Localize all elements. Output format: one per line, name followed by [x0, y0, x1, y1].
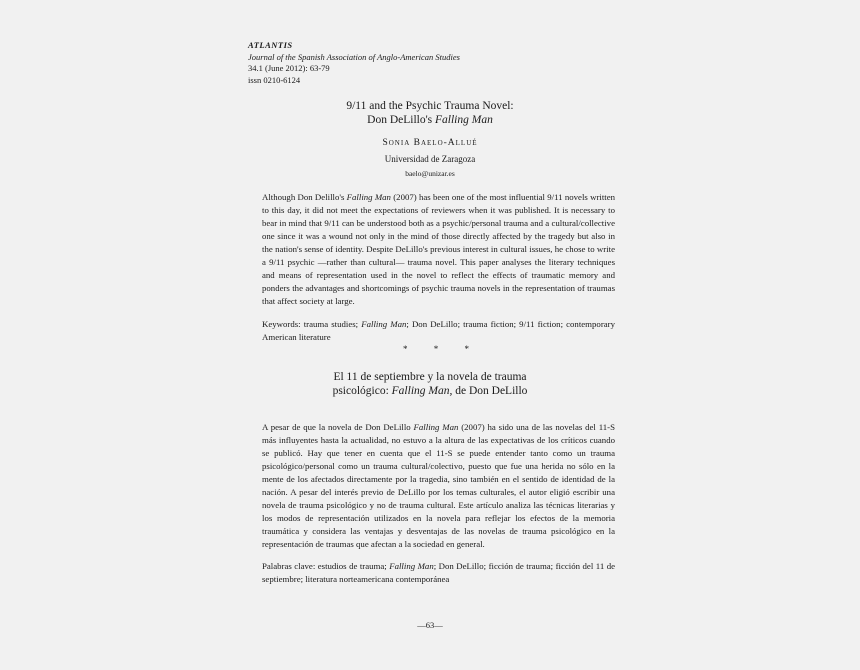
journal-header — [248, 40, 460, 86]
journal-issn: issn 0210-6124 — [248, 74, 301, 85]
article-title-es — [0, 370, 860, 398]
author-name: Sonia Baelo-Allué — [382, 138, 478, 148]
journal-volume: 34.1 (June 2012): 63-79 — [248, 63, 330, 73]
abstract-es-text-2: (2007) ha sido una de las novelas del 11-S más influyentes hasta la actualidad, no estuvo a la altura de las expectativas de los críticos cuando se publicó. Hay que tener en cuenta que el 11-S se puede entender tanto como un trauma psicológico/personal como un trauma cultural/colectivo, puesto que fue una herida no sólo en la mente de los afectados directamente por la tragedia, sino también en el sentido de identidad de la nación. A pesar del interés previo de DeLillo por los temas culturales, el autor eligió escribir una novela de trauma psicológico y no de trauma cultural. Este artículo analiza las técnicas literarias y los modos de representación utilizados en la novela para reflejar los efectos de la memoria traumática y considera las ventajas y desventajas de las novelas de trauma psicológico en la representación de traumas que afectan a la sociedad en general. — [262, 422, 615, 549]
author-email[interactable]: baelo@unizar.es — [405, 169, 455, 178]
author-affiliation: Universidad de Zaragoza — [384, 154, 476, 164]
abstract-en-text-2: (2007) has been one of the most influential 9/11 novels written to this day, it did not meet the expectations of reviewers when it was published. It is necessary to bear in mind that 9/11 can be understood both as a psychic/personal trauma and a cultural/collective one since it was a wound not only in the mind of those directly affected by the tragedy but also in the nation's sense of identity. Despite DeLillo's previous interest in cultural issues, he chose to write a 9/11 psychic —rather than cultural— trauma novel. This paper analyses the literary techniques and means of representation used in the novel to reflect the effects of traumatic memory and ponders the advantages and shortcomings of psychic trauma novels in the representation of traumas that affect society at large. — [262, 192, 616, 306]
abstract-es-novel: Falling Man — [413, 422, 459, 432]
abstract-en-text-1: Although Don Delillo's — [262, 192, 347, 202]
abstract-en-novel: Falling Man — [346, 192, 391, 202]
page-number: —63— — [417, 620, 443, 630]
title-es-line2 — [0, 384, 860, 398]
title-en-line2-prefix: Don DeLillo's — [367, 114, 436, 126]
keywords-en-novel: Falling Man — [361, 319, 407, 329]
keywords-es — [262, 560, 615, 586]
section-separator: * * * — [403, 344, 481, 354]
keywords-en-text-1: Keywords: trauma studies; — [262, 319, 362, 329]
title-es-line1: El 11 de septiembre y la novela de trauma — [333, 371, 527, 383]
keywords-es-novel: Falling Man — [389, 561, 434, 571]
title-es-line2-prefix: psicológico: — [332, 385, 392, 397]
abstract-es — [262, 421, 615, 551]
keywords-es-text-2: ; Don DeLillo; ficción de trauma; ficción del 11 de septiembre; literatura norteamericana contemporánea — [262, 561, 615, 584]
journal-name: ATLANTIS — [248, 40, 293, 50]
journal-full-name: Journal of the Spanish Association of Anglo-American Studies — [248, 51, 460, 62]
title-en-line1: 9/11 and the Psychic Trauma Novel: — [346, 100, 514, 112]
title-es-line2-suffix: de Don DeLillo — [452, 385, 528, 397]
keywords-es-text-1: Palabras clave: estudios de trauma; — [262, 561, 390, 571]
keywords-en-text-2: ; Don DeLillo; trauma fiction; 9/11 fiction; contemporary American literature — [262, 319, 615, 342]
abstract-en — [262, 191, 615, 308]
article-title-en — [0, 99, 860, 127]
keywords-en — [262, 318, 615, 344]
title-es-novel: Falling Man, — [391, 385, 453, 397]
abstract-es-text-1: A pesar de que la novela de Don DeLillo — [262, 422, 414, 432]
title-en-novel: Falling Man — [435, 114, 493, 126]
title-en-line2 — [0, 113, 860, 127]
